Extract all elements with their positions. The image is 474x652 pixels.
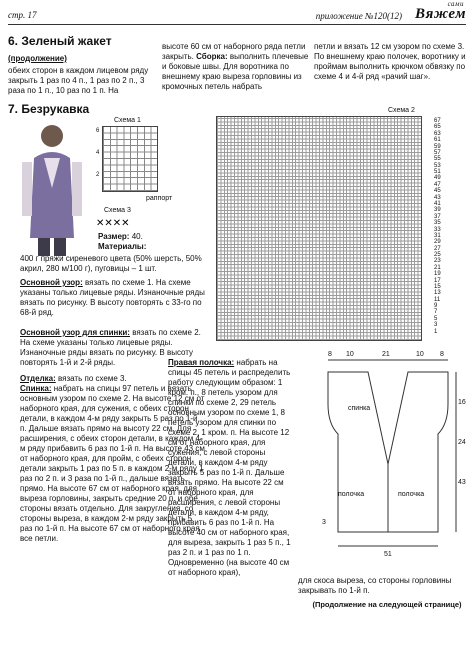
back-label: спинка bbox=[348, 405, 371, 412]
front-text: набрать на спицы 45 петель и распределить работу следующим образом: 1 кром. п., 8 петель узором для спинки по схеме 2, 29 петель основным узором по схеме 1, 8 петель узором для спинки по схеме 2, 1 кром. п. На высоте 12 см от наборного края, для сужения, с левой стороны детали, в каждом 4-м ряду закрыть 5 раз по 1-й п. Дальше вязать прямо. На высоте 22 см от наборного края, для расширения, с левой стороны детали, в каждом 4-м ряду, прибавить 6 раз по 1-й п. На высоте 40 см от наборного края, для выреза, закрыть 1 раз 5 п., 1 раз 2 п. и 1 раз по 1 п. Одновременно (на высоте 40 см от наборного края), bbox=[168, 358, 291, 577]
magazine-logo bbox=[414, 0, 466, 23]
back-text: вязать по схеме 2. На схеме указаны только лицевые ряды. Изнаночные ряды вязать по рисунку. В высоту повторять 1-й и 2-й ряды. bbox=[20, 328, 201, 367]
assembly-lead: Сборка: bbox=[196, 52, 228, 61]
schema2-row-number: 15 bbox=[434, 283, 441, 290]
schema2-row-number: 53 bbox=[434, 162, 441, 169]
main-lead: Основной узор: bbox=[20, 278, 83, 287]
page-number: стр. 17 bbox=[8, 10, 37, 20]
dim-10a: 10 bbox=[346, 351, 354, 358]
schema2-row-number: 41 bbox=[434, 200, 441, 207]
schema2-row-number: 51 bbox=[434, 169, 441, 176]
logo-sub: сами bbox=[447, 0, 464, 8]
article-7-title: 7. Безрукавка bbox=[8, 102, 90, 116]
schema2-row-number: 49 bbox=[434, 175, 441, 182]
header-rule bbox=[8, 24, 466, 25]
schema2-row-number: 1 bbox=[434, 328, 438, 335]
model-photo bbox=[12, 118, 90, 258]
schema2-row-number: 3 bbox=[434, 322, 438, 329]
schema2-row-number: 25 bbox=[434, 252, 441, 259]
article-6-title: 6. Зеленый жакет bbox=[8, 34, 112, 48]
dim-51: 51 bbox=[384, 551, 392, 558]
front-lead: Правая полочка: bbox=[168, 358, 235, 367]
schema2-row-number: 29 bbox=[434, 239, 441, 246]
right-col-text: для скоса выреза, со стороны горловины закрывать по 1-й п. bbox=[298, 576, 452, 595]
dim-16: 16 bbox=[458, 399, 466, 406]
art6-col2a: высоте 60 см от наборного ряда петли закрыть. bbox=[162, 42, 306, 61]
dim-8b: 8 bbox=[440, 351, 444, 358]
schema2-grid bbox=[216, 116, 422, 341]
size-value: 40. bbox=[131, 232, 143, 241]
schema2-row-number: 33 bbox=[434, 226, 441, 233]
schema2-row-number: 39 bbox=[434, 207, 441, 214]
dim-43: 43 bbox=[458, 479, 466, 486]
dim-3: 3 bbox=[322, 519, 326, 526]
art6-col2 bbox=[162, 42, 310, 92]
schema2-row-number: 11 bbox=[434, 296, 441, 303]
schema1-row-6: 6 bbox=[96, 128, 100, 134]
schema2-row-number: 35 bbox=[434, 220, 441, 227]
art6-col1: обеих сторон в каждом лицевом ряду закрыть 1 раз по 4 п., 1 раз по 2 п., 3 раза по 1 п., 10 раз по 1 п. На bbox=[8, 66, 149, 95]
schema2-row-number: 31 bbox=[434, 232, 441, 239]
schema2-row-number: 17 bbox=[434, 277, 441, 284]
spine-text: набрать на спицы 97 петель и вязать основным узором по схеме 2. На высоте 12 см от наборного края, для сужения, с обеих сторон детали, в каждом 4-м ряду закрыть 5 раз по 1-й п. Дальше вязать прямо на высоту 22 см. Для расширения, с обеих сторон детали, в каждом 4-м ряду прибавить 6 раз по 1-й п. На высоте 43 см от наборного края, для пройм, с обеих сторон детали закрыть 1 раз по 5 п. в каждом 2-м ряду 1 раз по 2 п. и 3 раза по 1-й п., дальше вязать прямо. На высоте 67 см от наборного края, для выреза горловины, закрыть средние 20 п. и обе стороны вязать отдельно. Для закругления, со стороны выреза, в каждом 2-м ряду закрыть 5 раз по 1-й п. На высоте 67 см от наборного края все петли. bbox=[20, 384, 205, 543]
size-lead: Размер: bbox=[98, 232, 130, 241]
schema2-row-number: 9 bbox=[434, 303, 438, 310]
schema2-row-number: 21 bbox=[434, 264, 441, 271]
trim-lead: Отделка: bbox=[20, 374, 56, 383]
art6-col3: петли и вязать 12 см узором по схеме 3. По внешнему краю полочек, воротнику и проймам выполнить крючком обвязку по схеме 4 и 4-й ряд «рачий шаг». bbox=[314, 42, 466, 81]
schema3-symbols bbox=[96, 216, 152, 228]
dim-24: 24 bbox=[458, 439, 466, 446]
art6-col2b: выполнить плечевые и боковые швы. Для воротника по внешнему краю выреза горловины из кромочных петель набрать bbox=[162, 52, 309, 91]
schema2-row-number: 59 bbox=[434, 143, 441, 150]
schema1-grid bbox=[102, 126, 158, 192]
schema2-row-number: 67 bbox=[434, 118, 441, 124]
garment-schematic bbox=[298, 344, 468, 574]
schema2-row-number: 37 bbox=[434, 213, 441, 220]
schema2-row-number: 63 bbox=[434, 130, 441, 137]
schema2-row-number: 23 bbox=[434, 258, 441, 265]
schema2-row-number: 61 bbox=[434, 137, 441, 144]
front-label-left: полочка bbox=[338, 491, 365, 498]
schema2-row-number: 57 bbox=[434, 149, 441, 156]
schema2-row-number: 19 bbox=[434, 271, 441, 278]
issue-label: приложение №120(12) bbox=[315, 11, 402, 21]
materials-text: 400 г пряжи сиреневого цвета (50% шерсть, 50% акрил, 280 м/100 г), пуговицы – 1 шт. bbox=[20, 254, 202, 273]
front-label-right: полочка bbox=[398, 491, 425, 498]
schema2-row-number: 7 bbox=[434, 309, 438, 316]
schema2-row-number: 27 bbox=[434, 245, 441, 252]
back-lead: Основной узор для спинки: bbox=[20, 328, 130, 337]
schema2-row-number: 45 bbox=[434, 188, 441, 195]
schema2-row-number: 43 bbox=[434, 194, 441, 201]
size-line bbox=[98, 232, 206, 242]
main-text: вязать по схеме 1. На схеме указаны только лицевые ряды. Изнаночные ряды вязать по рисунку. В высоту повторять с 33-го по 68-й ряд. bbox=[20, 278, 205, 317]
trim-text: вязать по схеме 3. bbox=[58, 374, 127, 383]
schema2-row-number: 13 bbox=[434, 290, 441, 297]
materials-lead: Материалы: bbox=[98, 242, 147, 251]
schema3-title: Схема 3 bbox=[104, 207, 131, 214]
rapport-label: раппорт bbox=[146, 195, 173, 202]
front-text-block bbox=[168, 358, 292, 578]
dim-8a: 8 bbox=[328, 351, 332, 358]
schema2-row-number: 55 bbox=[434, 156, 441, 163]
schema2-row-number: 5 bbox=[434, 315, 438, 322]
svg-text:✕✕✕✕: ✕✕✕✕ bbox=[96, 218, 130, 228]
logo-text: Вяжем bbox=[414, 6, 466, 22]
schema2-row-number: 65 bbox=[434, 124, 441, 131]
schema1-row-4: 4 bbox=[96, 150, 100, 156]
schema1-row-2: 2 bbox=[96, 172, 100, 178]
dim-10b: 10 bbox=[416, 351, 424, 358]
main-pattern bbox=[20, 278, 206, 318]
schema2-title: Схема 2 bbox=[388, 107, 415, 114]
continued-note: (Продолжение на следующей странице) bbox=[312, 600, 462, 609]
schema1-title: Схема 1 bbox=[114, 117, 141, 124]
dim-21: 21 bbox=[382, 351, 390, 358]
schema2-row-number: 47 bbox=[434, 181, 441, 188]
spine-lead: Спинка: bbox=[20, 384, 52, 393]
continued-tag: (продолжение) bbox=[8, 54, 67, 63]
